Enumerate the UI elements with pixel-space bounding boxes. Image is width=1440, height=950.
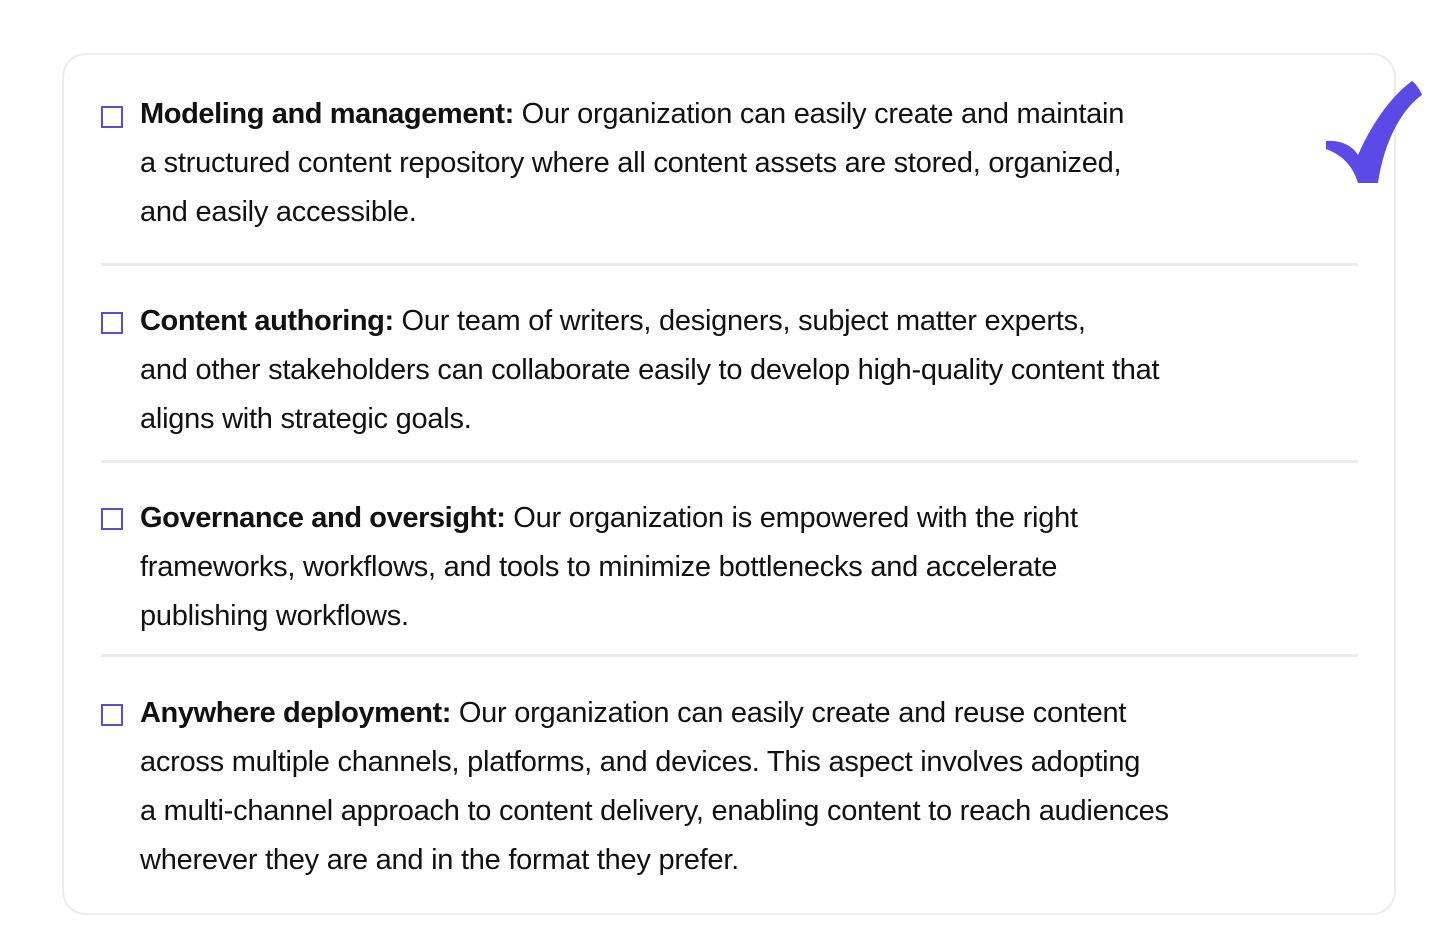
item-description-line: Our organization is empowered with the right [505,502,1078,534]
item-text [140,689,1358,885]
checkbox-modeling-and-management[interactable] [101,106,123,128]
list-item [101,90,1358,263]
item-heading: Governance and oversight: [140,502,506,534]
list-item [101,263,1358,460]
item-description-line: a multi-channel approach to content delivery, enabling content to reach audiences [140,795,1169,827]
item-text [140,494,1358,641]
item-heading: Anywhere deployment: [140,697,452,729]
checkbox-anywhere-deployment[interactable] [101,704,123,726]
item-description-line: and easily accessible. [140,196,417,228]
item-description-line: frameworks, workflows, and tools to minimize bottlenecks and accelerate [140,551,1058,583]
checkbox-content-authoring[interactable] [101,312,123,334]
item-description-line: across multiple channels, platforms, and devices. This aspect involves adopting [140,746,1141,778]
item-description-line: Our team of writers, designers, subject matter experts, [393,305,1086,337]
item-text [140,90,1358,237]
item-description-line: a structured content repository where all content assets are stored, organized, [140,147,1122,179]
readiness-checklist [101,90,1358,884]
item-description-line: publishing workflows. [140,600,409,632]
item-description-line: aligns with strategic goals. [140,403,472,435]
item-description-line: Our organization can easily create and maintain [513,98,1125,130]
item-text [140,297,1358,444]
item-heading: Modeling and management: [140,98,514,130]
list-item [101,460,1358,654]
checkbox-governance-and-oversight[interactable] [101,508,123,530]
item-description-line: Our organization can easily create and reuse content [451,697,1127,729]
item-heading: Content authoring: [140,305,394,337]
item-description-line: and other stakeholders can collaborate easily to develop high-quality content that [140,354,1160,386]
list-item [101,654,1358,884]
item-description-line: wherever they are and in the format they prefer. [140,844,739,876]
